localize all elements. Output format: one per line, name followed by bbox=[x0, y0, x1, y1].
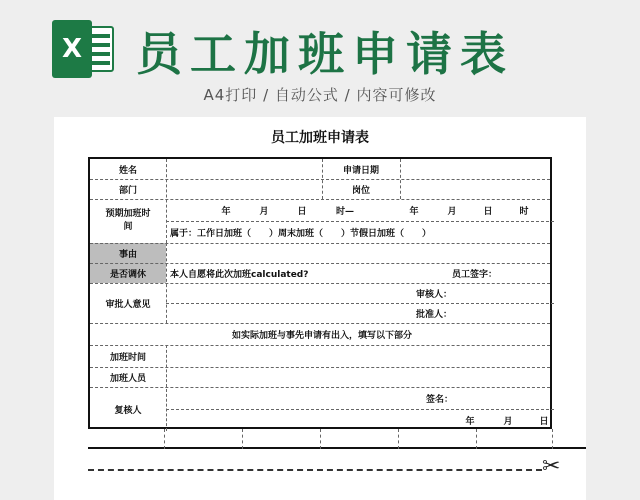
time-month-to: 月 bbox=[447, 206, 457, 217]
time-day: 日 bbox=[297, 206, 307, 217]
sheet-title: 员工加班申请表 bbox=[271, 130, 369, 146]
actual-time-field[interactable] bbox=[167, 346, 551, 366]
label-reason: 事由 bbox=[118, 249, 137, 260]
col-divider bbox=[398, 429, 399, 449]
position-field[interactable] bbox=[401, 180, 551, 198]
label-planned-time: 预期加班时间 bbox=[105, 209, 151, 232]
label-position: 岗位 bbox=[351, 185, 370, 196]
reason-field[interactable] bbox=[167, 244, 551, 262]
time-year-to: 年 bbox=[409, 206, 419, 217]
label-name: 姓名 bbox=[118, 165, 137, 176]
employee-signature[interactable]: 员工签字： bbox=[452, 269, 498, 280]
spreadsheet-page bbox=[54, 117, 586, 500]
overtime-type-options[interactable]: 属于：工作日加班（ ）周末加班（ ）节假日加班（ ） bbox=[170, 228, 432, 239]
date-day: 日 bbox=[539, 416, 549, 427]
row-divider bbox=[166, 409, 554, 410]
spreadsheet-empty-row bbox=[88, 429, 586, 449]
approver-signature[interactable]: 批准人： bbox=[416, 309, 453, 320]
time-hour-from: 时— bbox=[335, 206, 354, 217]
name-field[interactable] bbox=[167, 160, 321, 178]
col-divider bbox=[552, 429, 553, 449]
time-month: 月 bbox=[259, 206, 269, 217]
time-year: 年 bbox=[221, 206, 231, 217]
label-adjust: 是否调休 bbox=[109, 269, 146, 280]
col-divider bbox=[476, 429, 477, 449]
excel-logo-letter: X bbox=[52, 20, 92, 78]
label-apply-date: 申请日期 bbox=[342, 165, 379, 176]
adjust-text: 本人自愿将此次加班calculated? bbox=[170, 269, 309, 280]
date-year: 年 bbox=[465, 416, 475, 427]
label-actual-staff: 加班人员 bbox=[109, 373, 146, 384]
apply-date-field[interactable] bbox=[401, 160, 551, 178]
page-title: 员工加班申请表 bbox=[136, 27, 514, 81]
label-dept: 部门 bbox=[118, 185, 137, 196]
sign-field[interactable]: 签名： bbox=[426, 394, 454, 405]
cut-line bbox=[88, 469, 542, 471]
actual-staff-field[interactable] bbox=[167, 368, 551, 386]
col-divider bbox=[164, 429, 165, 449]
date-month: 月 bbox=[503, 416, 513, 427]
time-day-to: 日 bbox=[483, 206, 493, 217]
dept-field[interactable] bbox=[167, 180, 321, 198]
col-divider bbox=[242, 429, 243, 449]
col-divider bbox=[320, 429, 321, 449]
label-approval: 审批人意见 bbox=[105, 299, 151, 310]
reviewer-signature[interactable]: 审核人： bbox=[416, 289, 453, 300]
page-subtitle: A4打印 / 自动公式 / 内容可修改 bbox=[203, 86, 437, 104]
label-actual-time: 加班时间 bbox=[109, 352, 146, 363]
excel-icon bbox=[52, 20, 116, 78]
label-reviewer: 复核人 bbox=[114, 405, 142, 416]
time-hour-to: 时 bbox=[519, 206, 529, 217]
scissors-icon: ✂ bbox=[542, 454, 561, 479]
mismatch-note: 如实际加班与事先申请有出入，填写以下部分 bbox=[231, 330, 412, 341]
overtime-form bbox=[88, 157, 552, 429]
